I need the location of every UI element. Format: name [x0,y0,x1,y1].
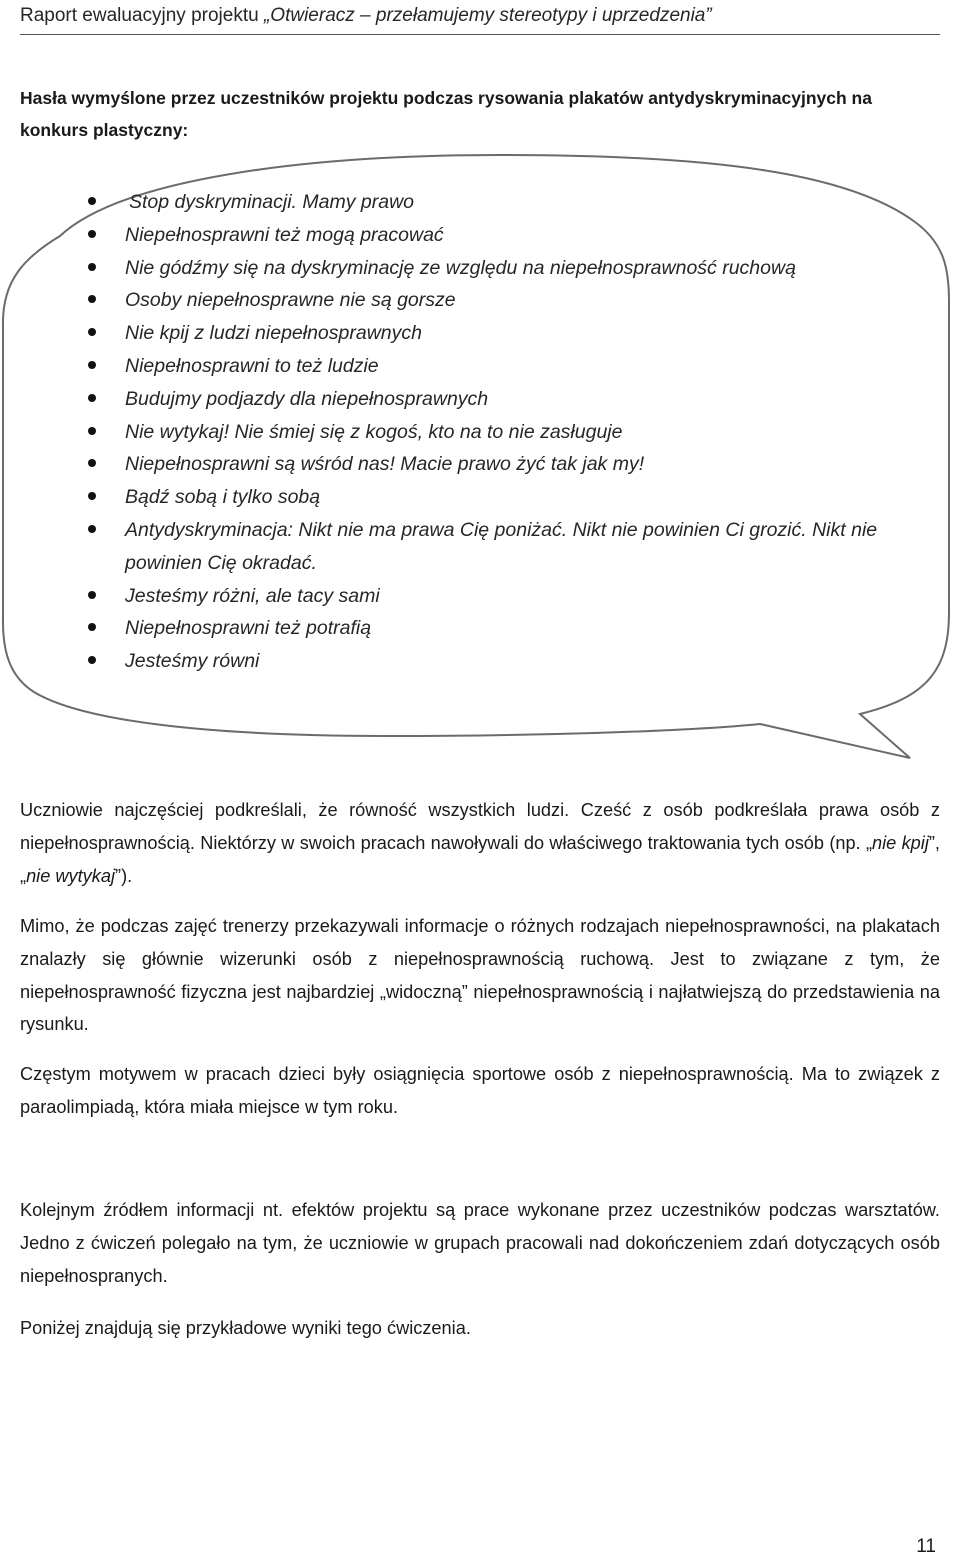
list-item [0,383,900,416]
slogan-text: Jesteśmy różni, ale tacy sami [125,584,380,607]
bullet-icon [88,295,96,303]
slogan-text: Niepełnosprawni są wśród nas! Macie prawo żyć tak jak my! [125,453,645,476]
paragraph-disability-types: Mimo, że podczas zajęć trenerzy przekazywali informacje o różnych rodzajach niepełnosprawności, na plakatach znalazły się głównie wizerunki osób z niepełnosprawnością ruchową. Jest to związane z tym, że niepełnosprawność fizyczna jest najbardziej „widoczną” niepełnosprawnością i najłatwiejszą do przedstawienia na rysunku. [20,916,940,1035]
bullet-icon [88,492,96,500]
list-item [0,448,900,481]
slogan-text: Nie gódźmy się na dyskryminację ze względu na niepełnosprawność ruchową [125,256,796,279]
bullet-icon [88,591,96,599]
slogan-text: Jesteśmy równi [125,650,260,673]
slogan-text: Stop dyskryminacji. Mamy prawo [129,191,414,213]
paragraph-text: ”). [115,865,133,886]
bullet-icon [88,656,96,664]
bullet-icon [88,427,96,435]
list-item [0,416,900,449]
running-header [20,4,940,28]
slogan-text: Budujmy podjazdy dla niepełnosprawnych [125,387,489,410]
list-item [0,317,900,350]
slogan-text: Niepełnosprawni to też ludzie [125,354,379,377]
list-item [0,580,900,613]
header-prefix: Raport ewaluacyjny projektu [20,5,264,26]
bullet-icon [88,394,96,402]
paragraph-equality [20,794,940,892]
list-item [0,219,900,252]
slogan-text: Bądź sobą i tylko sobą [125,486,321,509]
slogan-text: Osoby niepełnosprawne nie są gorsze [125,289,456,312]
paragraph-examples-intro: Poniżej znajdują się przykładowe wyniki tego ćwiczenia. [20,1318,471,1338]
quoted-slogan: nie wytykaj [26,865,116,886]
bullet-icon [88,459,96,467]
list-item [0,350,900,383]
bullet-icon [88,361,96,369]
slogan-text: Nie kpij z ludzi niepełnosprawnych [125,322,422,345]
slogan-list [0,186,900,678]
list-item [0,645,900,678]
quoted-slogan: nie kpij [872,832,929,853]
slogan-text: Niepełnosprawni też mogą pracować [125,223,444,246]
list-item [0,252,900,285]
list-item [0,481,900,514]
bullet-icon [88,328,96,336]
list-item [0,514,900,580]
slogan-text: Niepełnosprawni też potrafią [125,617,372,640]
list-item [0,612,900,645]
page-number: 11 [916,1536,936,1557]
paragraph-text: ”, „ [20,832,940,886]
slogan-text: Nie wytykaj! Nie śmiej się z kogoś, kto na to nie zasługuje [125,420,623,443]
bullet-icon [88,230,96,238]
header-divider [20,34,940,35]
paragraph-text: Uczniowie najczęściej podkreślali, że równość wszystkich ludzi. Cześć z osób podkreślała prawa osób z niepełnosprawnością. Niektórzy w swoich pracach nawoływali do właściwego traktowania tych osób (np. „ [20,800,940,853]
list-item [0,186,900,219]
bullet-icon [88,623,96,631]
slogan-text: Antydyskryminacja: Nikt nie ma prawa Cię poniżać. Nikt nie powinien Ci grozić. Nikt nie powinien Cię okradać. [125,518,878,574]
slogans-heading: Hasła wymyślone przez uczestników projektu podczas rysowania plakatów antydyskryminacyjnych na konkurs plastyczny: [20,88,872,140]
bullet-icon [88,263,96,271]
paragraph-sports-motif: Częstym motywem w pracach dzieci były osiągnięcia sportowe osób z niepełnosprawnością. Ma to związek z paraolimpiadą, która miała miejsce w tym roku. [20,1064,940,1117]
bullet-icon [88,197,96,205]
paragraph-workshop-results: Kolejnym źródłem informacji nt. efektów projektu są prace wykonane przez uczestników podczas warsztatów. Jedno z ćwiczeń polegało na tym, że uczniowie w grupach pracowali nad dokończeniem zdań dotyczących osób niepełnospranych. [20,1200,940,1286]
list-item [0,284,900,317]
header-project-title: „Otwieracz – przełamujemy stereotypy i uprzedzenia” [263,5,712,26]
bullet-icon [88,525,96,533]
